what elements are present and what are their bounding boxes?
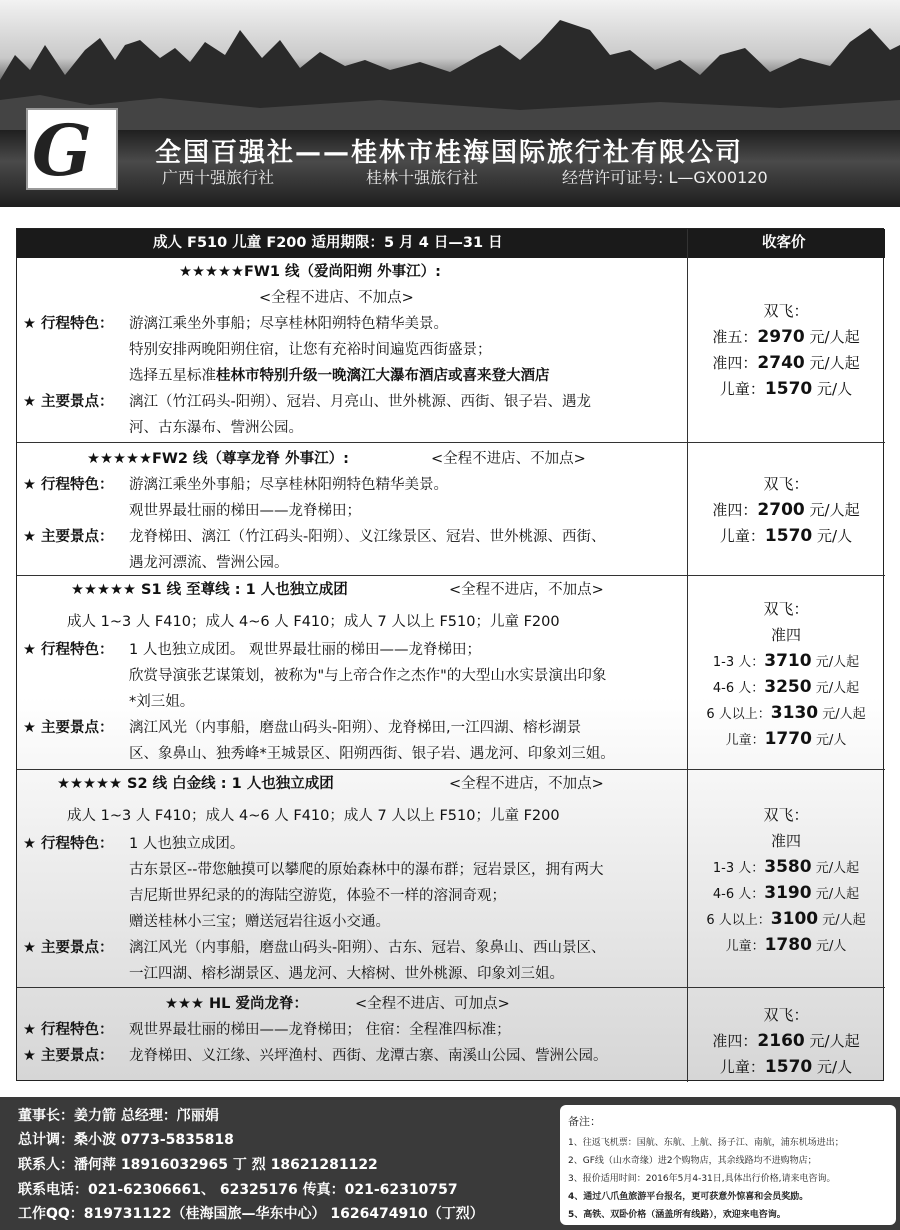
price-unit: 元/人 [811, 733, 847, 748]
route-s2 [17, 769, 885, 987]
header-banner [0, 0, 900, 207]
remarks-title: 备注： [568, 1115, 601, 1128]
header-price-period: 成人 F510 儿童 F200 适用期限：5 月 4 日—31 日 [153, 235, 503, 251]
price-unit: 元/人起 [811, 861, 860, 876]
tour-table [16, 228, 884, 1081]
table-header [17, 229, 885, 258]
price-grade: 准四 [770, 626, 801, 644]
feature-text: *刘三姐。 [129, 694, 195, 710]
feature-text: 观世界最壮丽的梯田——龙脊梯田； 住宿：全程准四标准； [129, 1022, 511, 1038]
pax-prices: 成人 1~3 人 F410；成人 4~6 人 F410；成人 7 人以上 F510；儿童 F200 [67, 614, 560, 630]
price-unit: 元/人起 [811, 655, 860, 670]
dispatcher-line: 总计调：桑小波 0773-5835818 [18, 1132, 234, 1148]
remarks-box [560, 1105, 896, 1225]
sights-text: 一江四湖、榕杉湖景区、遇龙河、大榕树、世外桃源、印象刘三姐。 [129, 966, 564, 982]
remark-item: 2、GF线（山水奇缘）进2个购物店，其余线路均不进购物店； [568, 1156, 817, 1166]
route-fw1 [17, 258, 885, 442]
route-note: <全程不进店、可加点> [355, 996, 510, 1012]
price-unit: 元/人起 [804, 354, 860, 372]
feature-text: 游漓江乘坐外事船；尽享桂林阳朔特色精华美景。 [129, 316, 448, 332]
price-value: 1770 [764, 729, 812, 749]
price-type: 双飞： [763, 302, 809, 320]
price-value: 1570 [764, 526, 813, 546]
price-unit: 元/人起 [811, 681, 860, 696]
route-note: <全程不进店、不加点> [431, 451, 586, 467]
price-value: 3100 [770, 909, 819, 929]
route-s1 [17, 575, 885, 769]
contact-persons: 联系人：潘何萍 18916032965 丁 烈 18621281122 [18, 1157, 378, 1173]
price-line [689, 376, 883, 402]
subtitle-guangxi: 广西十强旅行社 [162, 168, 275, 187]
route-hl [17, 987, 885, 1082]
route-title: ★★★★★FW2 线（尊享龙脊 外事江）: [87, 451, 349, 467]
route-title: ★★★★★ S1 线 至尊线 : 1 人也独立成团 [71, 582, 348, 598]
features-label: ★ 行程特色： [23, 316, 114, 332]
company-title: 全国百强社——桂林市桂海国际旅行社有限公司 [155, 138, 744, 168]
price-type: 双飞： [763, 1006, 809, 1024]
price-line [689, 700, 883, 728]
sights-label: ★ 主要景点： [23, 940, 114, 956]
price-label: 准四： [712, 354, 758, 372]
price-line [689, 648, 883, 676]
price-unit: 元/人 [812, 1058, 853, 1076]
feature-text: 游漓江乘坐外事船；尽享桂林阳朔特色精华美景。 [129, 477, 448, 493]
price-label: 6 人以上： [706, 707, 771, 722]
remark-item: 5、高铁、双卧价格（涵盖所有线路），欢迎来电咨询。 [568, 1210, 786, 1220]
price-value: 3130 [770, 703, 819, 723]
features-label: ★ 行程特色： [23, 1022, 114, 1038]
sights-text: 漓江（竹江码头-阳朔）、冠岩、月亮山、世外桃源、西街、银子岩、遇龙 [129, 394, 591, 410]
price-line [689, 324, 883, 350]
price-label: 儿童： [719, 527, 765, 545]
price-line [689, 880, 883, 908]
price-value: 3250 [764, 677, 812, 697]
price-value: 3710 [764, 651, 812, 671]
price-unit: 元/人起 [804, 328, 860, 346]
sights-text: 河、古东瀑布、訾洲公园。 [129, 420, 303, 436]
feature-text [129, 366, 550, 386]
price-value: 1570 [764, 379, 813, 399]
route-note: <全程不进店，不加点> [449, 582, 604, 598]
price-line [689, 523, 883, 549]
price-value: 3580 [764, 857, 812, 877]
feature-text: 吉尼斯世界纪录的的海陆空游览，体验不一样的溶洞奇观； [129, 888, 506, 904]
feature-text-part: 选择五星标准 [129, 368, 216, 384]
price-line [689, 906, 883, 934]
route-note: <全程不进店、不加点> [259, 290, 414, 306]
price-unit: 元/人 [812, 380, 853, 398]
feature-text: 特别安排两晚阳朔住宿，让您有充裕时间遍览西街盛景； [129, 342, 492, 358]
price-line [689, 726, 883, 754]
header-price-label: 收客价 [762, 235, 806, 251]
route-note: <全程不进店，不加点> [449, 776, 604, 792]
remark-item: 3、报价适用时间：2016年5月4-31日,具体出行价格,请来电咨询。 [568, 1174, 836, 1184]
price-value: 2970 [757, 327, 805, 347]
price-type: 双飞： [763, 600, 809, 618]
price-label: 1-3 人： [712, 655, 765, 670]
features-label: ★ 行程特色： [23, 642, 114, 658]
feature-text: 古东景区--带您触摸可以攀爬的原始森林中的瀑布群；冠岩景区，拥有两大 [129, 862, 604, 878]
pax-prices: 成人 1~3 人 F410；成人 4~6 人 F410；成人 7 人以上 F510；儿童 F200 [67, 808, 560, 824]
license-number: 经营许可证号: L—GX00120 [562, 168, 768, 187]
sights-label: ★ 主要景点： [23, 394, 114, 410]
management-line: 董事长：姜力箭 总经理：邝丽娟 [18, 1108, 219, 1124]
features-label: ★ 行程特色： [23, 477, 114, 493]
feature-text: 观世界最壮丽的梯田——龙脊梯田； [129, 503, 361, 519]
price-unit: 元/人起 [804, 501, 860, 519]
price-unit: 元/人起 [811, 887, 860, 902]
price-label: 4-6 人： [712, 887, 765, 902]
feature-text: 赠送桂林小三宝；赠送冠岩往返小交通。 [129, 914, 390, 930]
price-grade: 准四 [770, 832, 801, 850]
price-value: 3190 [764, 883, 812, 903]
qq-line: 工作QQ：819731122（桂海国旅—华东中心） 1626474910（丁烈） [18, 1206, 484, 1222]
price-label: 儿童： [719, 1058, 765, 1076]
price-unit: 元/人 [812, 527, 853, 545]
price-line [689, 1054, 883, 1080]
sights-text: 龙脊梯田、漓江（竹江码头-阳朔）、义江缘景区、冠岩、世外桃源、西街、 [129, 529, 606, 545]
route-fw2 [17, 442, 885, 575]
price-label: 准五： [712, 328, 758, 346]
price-label: 4-6 人： [712, 681, 765, 696]
price-unit: 元/人起 [818, 707, 866, 722]
price-unit: 元/人 [811, 939, 847, 954]
feature-text: 欣赏导演张艺谋策划，被称为"与上帝合作之杰作"的大型山水实景演出印象 [129, 668, 607, 684]
route-title: ★★★★★FW1 线（爱尚阳朔 外事江）: [179, 264, 441, 280]
price-unit: 元/人起 [804, 1032, 860, 1050]
sights-text: 区、象鼻山、独秀峰*王城景区、阳朔西街、银子岩、遇龙河、印象刘三姐。 [129, 746, 615, 762]
price-type: 双飞： [763, 806, 809, 824]
route-title: ★★★ HL 爱尚龙脊： [165, 996, 308, 1012]
logo-mark: G [32, 109, 92, 192]
price-line [689, 932, 883, 960]
price-value: 2740 [757, 353, 805, 373]
feature-highlight: 桂林市特别升级一晚漓江大瀑布酒店或喜来登大酒店 [216, 368, 550, 384]
sights-label: ★ 主要景点： [23, 1048, 114, 1064]
sights-text: 漓江风光（内事船，磨盘山码头-阳朔）、古东、冠岩、象鼻山、西山景区、 [129, 940, 606, 956]
price-value: 2160 [757, 1031, 805, 1051]
price-value: 1780 [764, 935, 812, 955]
price-label: 1-3 人： [712, 861, 765, 876]
sights-text: 龙脊梯田、义江缘、兴坪渔村、西街、龙潭古寨、南溪山公园、訾洲公园。 [129, 1048, 608, 1064]
price-label: 6 人以上： [706, 913, 771, 928]
feature-text: 1 人也独立成团。 [129, 836, 245, 852]
remark-item: 4、通过八爪鱼旅游平台报名，更可获意外惊喜和会员奖励。 [568, 1192, 809, 1202]
price-type: 双飞： [763, 475, 809, 493]
price-line [689, 497, 883, 523]
price-value: 2700 [757, 500, 805, 520]
sights-text: 遇龙河漂流、訾洲公园。 [129, 555, 289, 571]
price-line [689, 1028, 883, 1054]
sights-text: 漓江风光（内事船，磨盘山码头-阳朔）、龙脊梯田,一江四湖、榕杉湖景 [129, 720, 582, 736]
price-label: 准四： [712, 1032, 758, 1050]
price-label: 儿童： [725, 733, 765, 748]
feature-text: 1 人也独立成团。 观世界最壮丽的梯田——龙脊梯田； [129, 642, 481, 658]
price-line [689, 854, 883, 882]
subtitle-guilin: 桂林十强旅行社 [366, 168, 479, 187]
features-label: ★ 行程特色： [23, 836, 114, 852]
price-line [689, 350, 883, 376]
route-title: ★★★★★ S2 线 白金线 : 1 人也独立成团 [57, 776, 334, 792]
price-unit: 元/人起 [818, 913, 866, 928]
price-line [689, 674, 883, 702]
remark-item: 1、往返飞机票：国航、东航、上航、扬子江、南航，浦东机场进出； [568, 1138, 844, 1148]
sights-label: ★ 主要景点： [23, 529, 114, 545]
price-label: 儿童： [719, 380, 765, 398]
price-label: 儿童： [725, 939, 765, 954]
company-logo [26, 108, 118, 190]
phone-fax-line: 联系电话：021-62306661、 62325176 传真：021-62310757 [18, 1182, 458, 1198]
sights-label: ★ 主要景点： [23, 720, 114, 736]
price-value: 1570 [764, 1057, 813, 1077]
price-label: 准四： [712, 501, 758, 519]
